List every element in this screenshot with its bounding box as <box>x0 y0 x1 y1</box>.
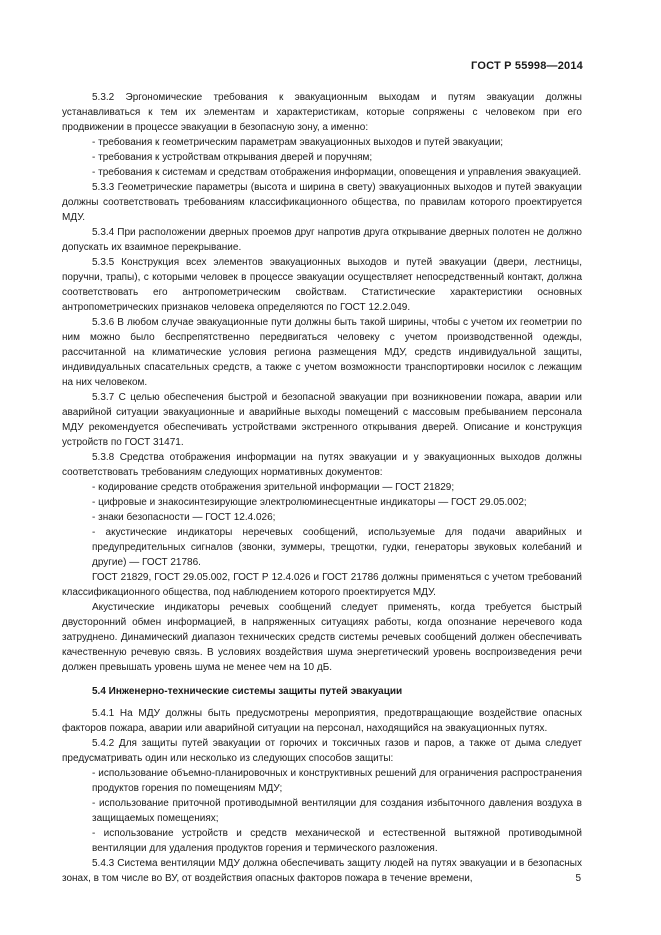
list-item: - кодирование средств отображения зрительной информации — ГОСТ 21829; <box>92 482 455 493</box>
paragraph-gost-note: ГОСТ 21829, ГОСТ 29.05.002, ГОСТ Р 12.4.026 и ГОСТ 21786 должны применяться с учетом требований классификационного общества, под наблюдением которого проектируется МДУ. <box>62 572 582 598</box>
list-item: - требования к системам и средствам отображения информации, оповещения и управления эвакуацией. <box>92 167 582 178</box>
paragraph-5-3-8: 5.3.8 Средства отображения информации на путях эвакуации и у эвакуационных выходов должны соответствовать требованиям следующих нормативных документов: <box>62 452 582 478</box>
paragraph-5-3-2: 5.3.2 Эргономические требования к эвакуационным выходам и путям эвакуации должны устанавливаться к тем их элементам и характеристикам, которые сопряжены с человеком при его продвижении в процессе эвакуации в безопасную зону, а именно: <box>62 92 582 133</box>
list-item: - требования к устройствам открывания дверей и поручням; <box>92 152 373 163</box>
paragraph-acoustic: Акустические индикаторы речевых сообщений следует применять, когда требуется быстрый двусторонний обмен информацией, в напряженных ситуациях работы, когда опознание неречевого кода затруднено. Динамический диапазон технических средств системы речевых сообщений должен обеспечивать качественную речевую связь. В условиях воздействия шума энергетический уровень воспроизведения речи должен превышать уровень шума не менее чем на 10 дБ. <box>62 602 582 673</box>
list-item: - цифровые и знакосинтезирующие электролюминесцентные индикаторы — ГОСТ 29.05.002; <box>92 497 527 508</box>
paragraph-5-4-3: 5.4.3 Система вентиляции МДУ должна обеспечивать защиту людей на путях эвакуации и в безопасных зонах, в том числе во ВУ, от воздействия опасных факторов пожара в течение времени, <box>62 858 582 884</box>
list-item: - использование устройств и средств механической и естественной вытяжной противодымной вентиляции для удаления продуктов горения и термического разложения. <box>92 828 582 854</box>
list-item: - использование объемно-планировочных и конструктивных решений для ограничения распространения продуктов горения по помещениям МДУ; <box>92 768 582 794</box>
paragraph-5-3-6: 5.3.6 В любом случае эвакуационные пути должны быть такой ширины, чтобы с учетом их геометрии по ним можно было беспрепятственно передвигаться человеку с учетом производственной одежды, рассчитанной на климатические условия региона размещения МДУ, средств индивидуальной защиты, индивидуальных спасательных средств, а также с учетом возможности транспортировки носилок с лежащим на них человеком. <box>62 317 582 388</box>
list-item: - требования к геометрическим параметрам эвакуационных выходов и путей эвакуации; <box>92 137 504 148</box>
document-body <box>62 90 582 886</box>
standard-number: ГОСТ Р 55998—2014 <box>471 60 583 72</box>
list-item: - акустические индикаторы неречевых сообщений, используемые для подачи аварийных и предупредительных сигналов (звонки, зуммеры, трещотки, гудки, генераторы звуковых колебаний и другие) — ГОСТ 21786. <box>92 527 582 568</box>
paragraph-5-3-7: 5.3.7 С целью обеспечения быстрой и безопасной эвакуации при возникновении пожара, аварии или аварийной ситуации эвакуационные и аварийные выходы помещений с массовым пребыванием персонала МДУ рекомендуется обеспечивать устройствами экстренного открывания дверей. Описание и конструкция устройств по ГОСТ 31471. <box>62 392 582 448</box>
paragraph-5-4-1: 5.4.1 На МДУ должны быть предусмотрены мероприятия, предотвращающие воздействие опасных факторов пожара, аварии или аварийной ситуации на персонал, находящийся на эвакуационных путях. <box>62 708 582 734</box>
paragraph-5-3-3: 5.3.3 Геометрические параметры (высота и ширина в свету) эвакуационных выходов и путей эвакуации должны соответствовать требованиям классификационного общества, по правилам которого проектируется МДУ. <box>62 182 582 223</box>
list-item: - использование приточной противодымной вентиляции для создания избыточного давления воздуха в защищаемых помещениях; <box>92 798 582 824</box>
paragraph-5-4-2: 5.4.2 Для защиты путей эвакуации от горючих и токсичных газов и паров, а также от дыма следует предусматривать один или несколько из следующих способов защиты: <box>62 738 582 764</box>
page-number: 5 <box>575 873 581 884</box>
paragraph-5-3-5: 5.3.5 Конструкция всех элементов эвакуационных выходов и путей эвакуации (двери, лестницы, поручни, трапы), с которыми человек в процессе эвакуации осуществляет непосредственный контакт, должна соответствовать его антропометрическим свойствам. Статистические характеристики основных антропометрических признаков человека определяются по ГОСТ 12.2.049. <box>62 257 582 313</box>
list-item: - знаки безопасности — ГОСТ 12.4.026; <box>92 512 276 523</box>
paragraph-5-3-4: 5.3.4 При расположении дверных проемов друг напротив друга открывание дверных полотен не должно допускать их взаимное перекрывание. <box>62 227 582 253</box>
section-heading-5-4: 5.4 Инженерно-технические системы защиты путей эвакуации <box>92 686 403 697</box>
